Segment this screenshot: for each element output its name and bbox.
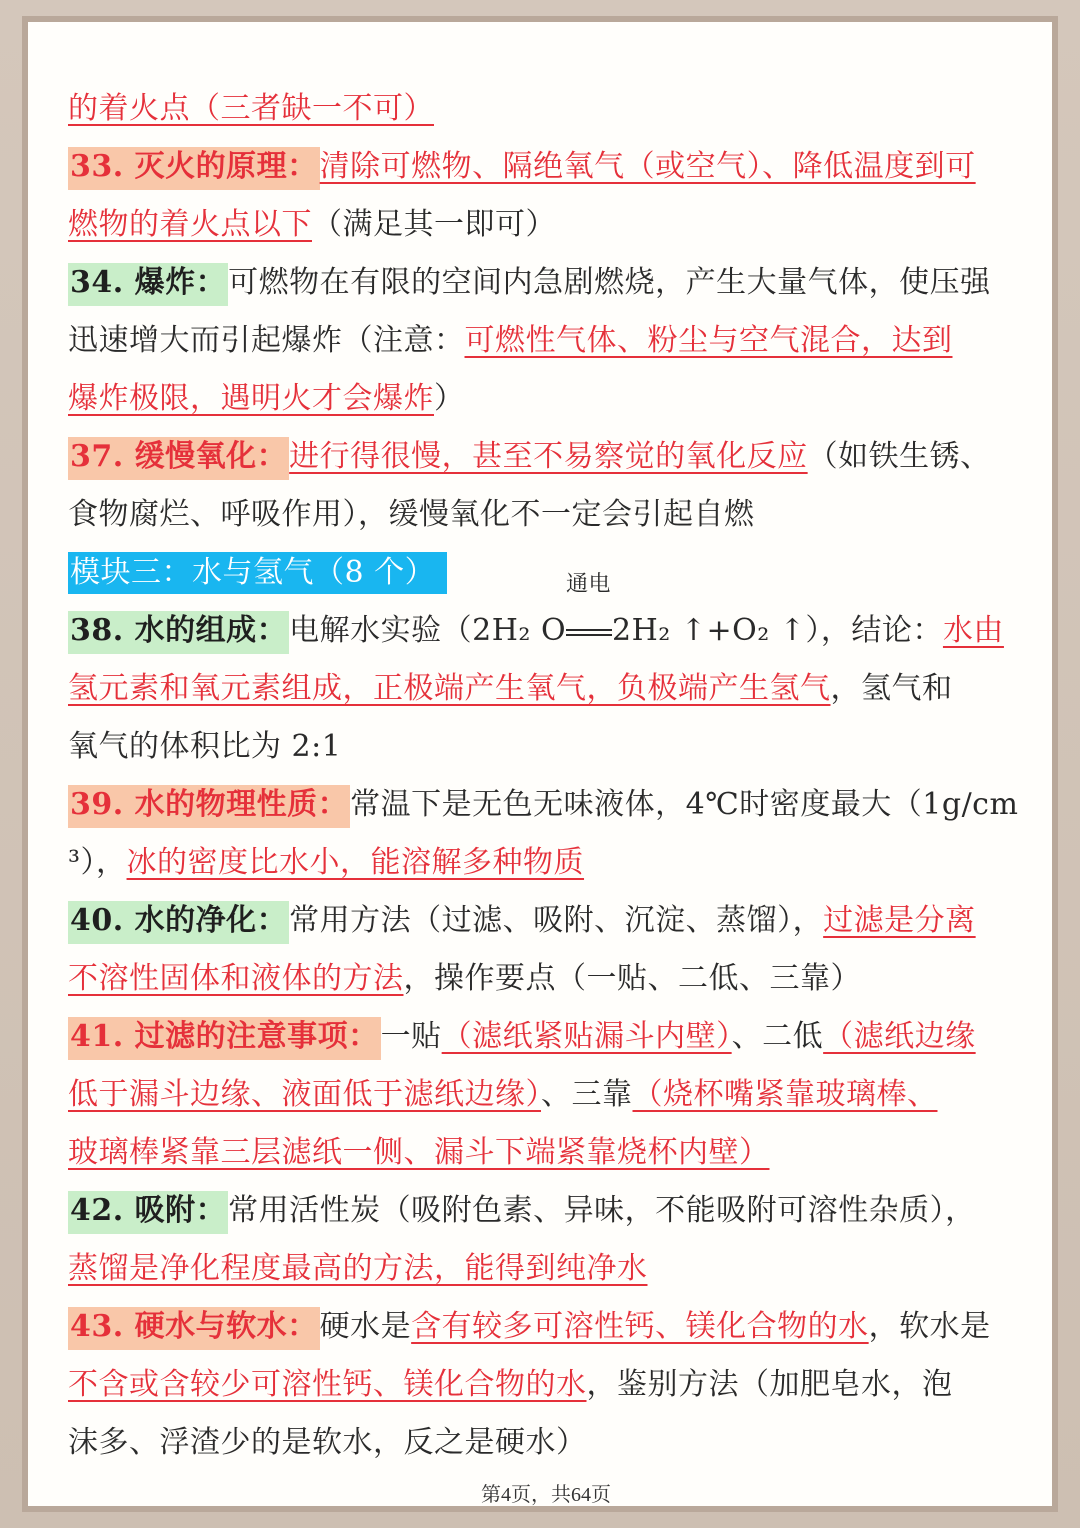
highlight-text: 水由	[942, 613, 1004, 648]
highlight-text: 不溶性固体和液体的方法	[68, 961, 404, 996]
highlight-text: 不含或含较少可溶性钙、镁化合物的水	[68, 1367, 587, 1402]
highlight-text: 蒸馏是净化程度最高的方法，能得到纯净水	[68, 1251, 648, 1286]
document-content	[68, 80, 1023, 1472]
body-text: （如铁生锈、	[807, 439, 991, 474]
text-line	[68, 834, 1023, 892]
highlight-text: （滤纸紧贴漏斗内壁）	[441, 1019, 732, 1054]
item-label: 41. 过滤的注意事项：	[68, 1017, 381, 1060]
body-text: 常用活性炭（吸附色素、异味，不能吸附可溶性杂质），	[228, 1193, 976, 1228]
highlight-text: 玻璃棒紧靠三层滤纸一侧、漏斗下端紧靠烧杯内壁）	[68, 1135, 770, 1170]
text-line	[68, 1124, 1023, 1182]
text-line	[68, 1356, 1023, 1414]
body-text: 沫多、浮渣少的是软水，反之是硬水）	[68, 1425, 587, 1460]
item-label: 42. 吸附：	[68, 1191, 228, 1234]
item-40	[68, 892, 1023, 950]
body-text: 氧气的体积比为 2:1	[68, 729, 342, 764]
reaction-arrow	[566, 572, 612, 660]
highlight-text: 清除可燃物、隔绝氧气（或空气）、降低温度到可	[319, 149, 976, 184]
item-33	[68, 138, 1023, 196]
body-text: 常用方法（过滤、吸附、沉淀、蒸馏），	[289, 903, 824, 938]
body-text: 硬水是	[319, 1309, 412, 1344]
body-text: 可燃物在有限的空间内急剧燃烧，产生大量气体，使压强	[228, 265, 991, 300]
highlight-text: （烧杯嘴紧靠玻璃棒、	[632, 1077, 938, 1112]
body-text: ，操作要点（一贴、二低、三靠）	[403, 961, 861, 996]
body-text: 一贴	[380, 1019, 442, 1054]
highlight-text: 进行得很慢，甚至不易察觉的氧化反应	[289, 439, 808, 474]
body-text: 、二低	[731, 1019, 824, 1054]
text-line	[68, 312, 1023, 370]
highlight-text: 燃物的着火点以下	[68, 207, 312, 242]
item-43	[68, 1298, 1023, 1356]
document-page	[22, 16, 1058, 1512]
body-text: ³），	[68, 845, 127, 880]
text-line	[68, 80, 1023, 138]
body-text: 、三靠	[541, 1077, 633, 1112]
highlight-text: 的着火点（三者缺一不可）	[68, 91, 434, 126]
body-text: ，氢气和	[830, 671, 953, 706]
highlight-text: 可燃性气体、粉尘与空气混合，达到	[464, 323, 953, 358]
body-text: （满足其一即可）	[312, 207, 556, 242]
highlight-text: 爆炸极限，遇明火才会爆炸	[68, 381, 434, 416]
text-line	[68, 718, 1023, 776]
text-line	[68, 660, 1023, 718]
item-41	[68, 1008, 1023, 1066]
body-text: 2H₂ ↑+O₂ ↑），结论：	[612, 613, 943, 648]
text-line	[68, 950, 1023, 1008]
item-label: 33. 灭火的原理：	[68, 147, 320, 190]
text-line	[68, 1066, 1023, 1124]
module-title: 模块三：水与氢气（8 个）	[68, 552, 447, 594]
module-heading	[68, 544, 1023, 602]
highlight-text: 过滤是分离	[823, 903, 976, 938]
highlight-text: 低于漏斗边缘、液面低于滤纸边缘）	[68, 1077, 541, 1112]
item-34	[68, 254, 1023, 312]
text-line	[68, 1240, 1023, 1298]
text-line	[68, 1414, 1023, 1472]
body-text: ，鉴别方法（加肥皂水，泡	[586, 1367, 953, 1402]
equals-arrow-icon	[566, 629, 612, 636]
text-line	[68, 486, 1023, 544]
highlight-text: （滤纸边缘	[823, 1019, 976, 1054]
body-text: 常温下是无色无味液体，4℃时密度最大（1g/cm	[350, 787, 1019, 822]
item-label: 37. 缓慢氧化：	[68, 437, 289, 480]
body-text: ）	[434, 381, 465, 416]
page-number: 第4页，共64页	[481, 1484, 611, 1506]
text-line	[68, 370, 1023, 428]
item-label: 40. 水的净化：	[68, 901, 289, 944]
body-text: 食物腐烂、呼吸作用），缓慢氧化不一定会引起自燃	[68, 497, 755, 532]
highlight-text: 含有较多可溶性钙、镁化合物的水	[411, 1309, 869, 1344]
highlight-text: 氢元素和氧元素组成，正极端产生氧气，负极端产生氢气	[68, 671, 831, 706]
item-42	[68, 1182, 1023, 1240]
item-label: 43. 硬水与软水：	[68, 1307, 320, 1350]
highlight-text: 冰的密度比水小，能溶解多种物质	[126, 845, 585, 880]
body-text: 迅速增大而引起爆炸（注意：	[68, 323, 465, 358]
text-line	[68, 196, 1023, 254]
item-39	[68, 776, 1023, 834]
item-label: 34. 爆炸：	[68, 263, 228, 306]
body-text: 电解水实验（2H₂ O	[289, 613, 567, 648]
item-label: 38. 水的组成：	[68, 611, 289, 654]
item-label: 39. 水的物理性质：	[68, 785, 350, 828]
reaction-condition: 通电	[566, 572, 612, 597]
body-text: ，软水是	[868, 1309, 991, 1344]
item-37	[68, 428, 1023, 486]
